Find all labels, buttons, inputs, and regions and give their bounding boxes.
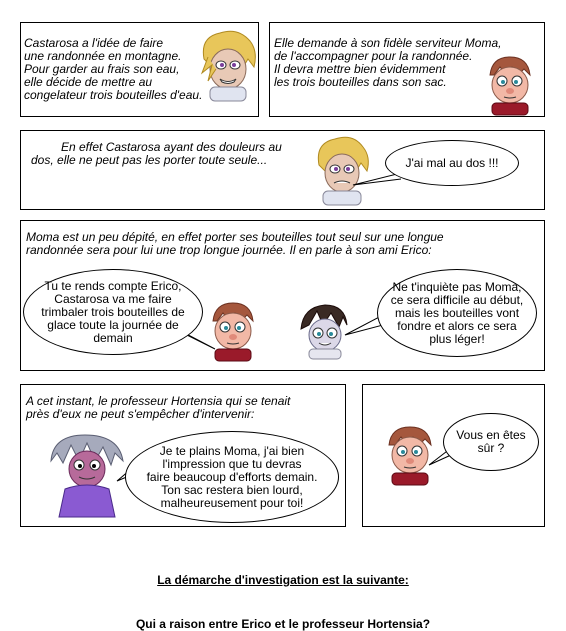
investigation-heading: La démarche d'investigation est la suivante: <box>157 573 409 587</box>
moma-portrait <box>207 301 259 361</box>
speech-bubble-erico: Ne t'inquiète pas Moma, ce sera difficile au début, mais les bouteilles vont fondre et alors ce sera plus léger! <box>377 269 537 357</box>
comic-panel-1 <box>20 22 259 117</box>
moma-portrait <box>484 55 536 115</box>
panel-2-narration: Elle demande à son fidèle serviteur Moma, de l'accompagner pour la randonnée. Il devra mettre bien évidemment les trois bouteilles dans son sac. <box>274 36 502 89</box>
panel-4-narration: Moma est un peu dépité, en effet porter ses bouteilles tout seul sur une longue randonnée sera pour lui une trop longue journée. Il en parle à son ami Erico: <box>26 230 444 257</box>
castarosa-portrait <box>198 29 258 103</box>
panel-1-narration: Castarosa a l'idée de faire une randonnée en montagne. Pour garder au frais son eau, elle décide de mettre au congelateur trois bouteilles d'eau. <box>24 36 203 102</box>
panel-3-narration: En effet Castarosa ayant des douleurs au dos, elle ne peut pas les porter toute seule... <box>31 140 282 167</box>
comic-panel-4 <box>20 220 545 371</box>
speech-bubble-castarosa: J'ai mal au dos !!! <box>385 140 519 186</box>
speech-bubble-moma: Vous en êtes sûr ? <box>443 413 539 471</box>
speech-bubble-hortensia: Je te plains Moma, j'ai bien l'impression que tu devras faire beaucoup d'efforts demain. Ton sac restera bien lourd, malheureusement pour toi! <box>125 431 339 523</box>
comic-panel-3 <box>20 130 545 210</box>
comic-panel-2 <box>269 22 545 117</box>
panel-5-narration: A cet instant, le professeur Hortensia qui se tenait près d'eux ne peut s'empêcher d'intervenir: <box>26 394 291 421</box>
speech-bubble-moma: Tu te rends compte Erico, Castarosa va me faire trimbaler trois bouteilles de glace toute la journée de demain <box>23 269 203 355</box>
investigation-question: Qui a raison entre Erico et le professeur Hortensia? <box>135 617 431 631</box>
comic-panel-6 <box>362 384 545 527</box>
comic-panel-5 <box>20 384 346 527</box>
